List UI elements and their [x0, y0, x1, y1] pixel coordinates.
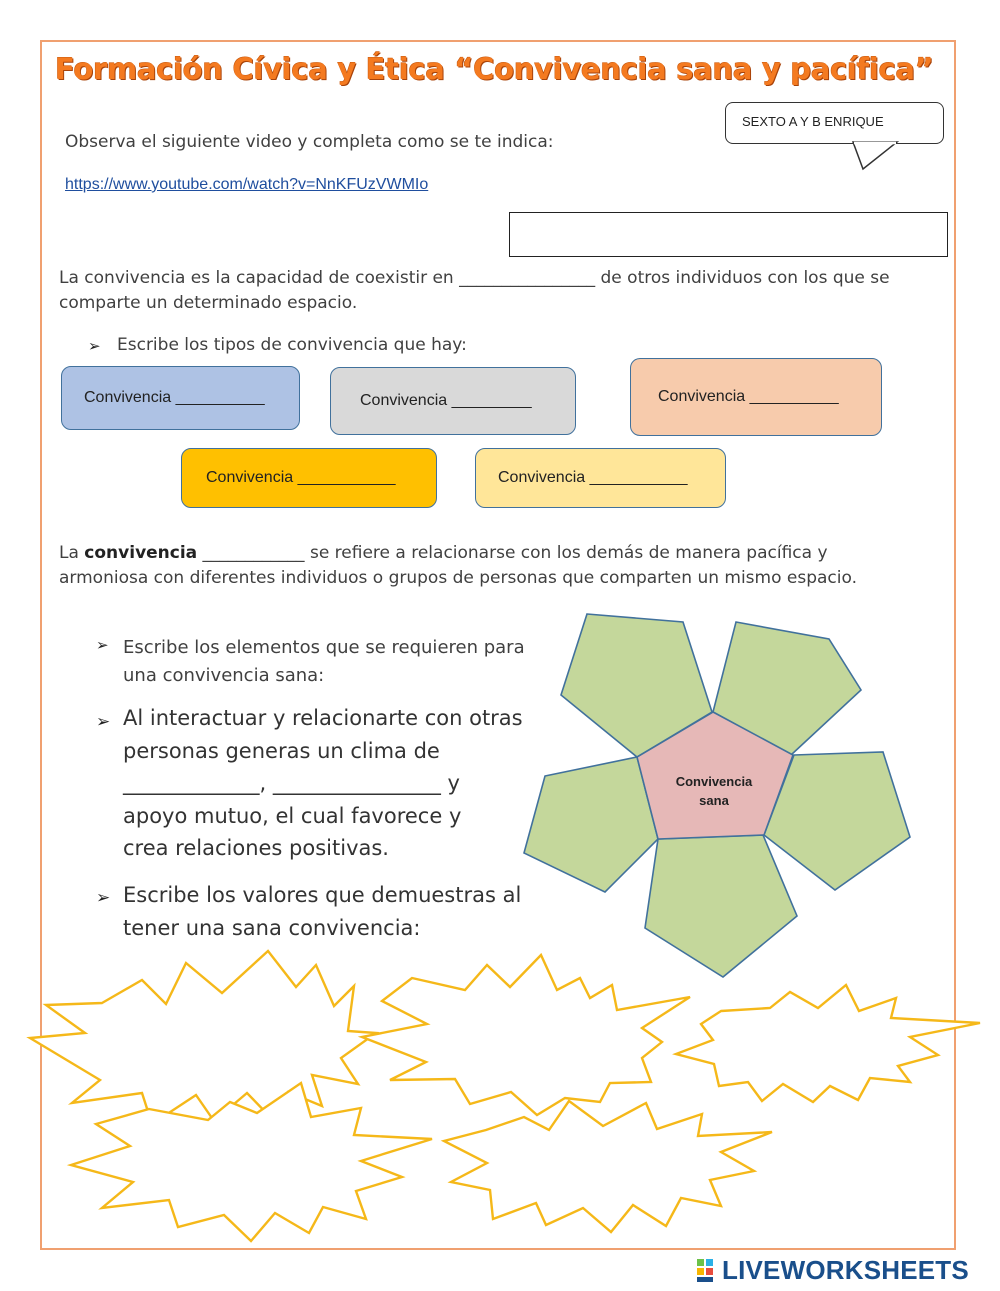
liveworksheets-logo: [696, 1255, 969, 1285]
burst-2[interactable]: [362, 955, 690, 1115]
burst-5[interactable]: [444, 1101, 772, 1232]
video-link[interactable]: https://www.youtube.com/watch?v=NnKFUzVWMIo: [65, 176, 429, 193]
bullet-arrow-icon: ➢: [96, 888, 111, 908]
burst-1[interactable]: [30, 951, 376, 1124]
type-box-4-label: Convivencia ___________: [206, 469, 396, 486]
sana-def-prefix: La: [59, 543, 85, 563]
flower-center-line-2: sana: [699, 793, 729, 808]
type-box-1-label: Convivencia __________: [84, 389, 265, 406]
bullet-arrow-icon: ➢: [96, 636, 109, 654]
bullet-arrow-icon: ➢: [96, 712, 111, 732]
callout-text: SEXTO A Y B ENRIQUE: [742, 114, 884, 129]
sana-def-rest: ____________ se refiere a relacionarse con los demás de manera pacífica y: [197, 543, 828, 563]
burst-4[interactable]: [71, 1083, 432, 1241]
type-box-5-label: Convivencia ___________: [498, 469, 688, 486]
burst-3[interactable]: [676, 985, 980, 1102]
sana-def-bold: convivencia: [84, 543, 198, 563]
elements-prompt-line-1: Escribe los elementos que se requieren para: [123, 637, 525, 658]
values-prompt-line-2: tener una sana convivencia:: [123, 915, 421, 940]
elements-prompt-line-2: una convivencia sana:: [123, 665, 325, 686]
definition-line-1: La convivencia es la capacidad de coexistir en ________________ de otros individuos con los que se: [59, 268, 890, 288]
interact-line-1: Al interactuar y relacionarte con otras: [123, 706, 523, 730]
values-prompt-line-1: Escribe los valores que demuestras al: [123, 883, 522, 907]
type-box-3-label: Convivencia __________: [658, 388, 839, 405]
interact-line-3: _____________, ________________ y: [123, 771, 460, 795]
type-box-2-label: Convivencia _________: [360, 392, 532, 409]
intro-text: Observa el siguiente video y completa como se te indica:: [65, 132, 554, 152]
page-title: Formación Cívica y Ética “Convivencia sana y pacífica”: [55, 52, 934, 86]
interact-line-2: personas generas un clima de: [123, 738, 440, 763]
definition-line-2: comparte un determinado espacio.: [59, 293, 358, 313]
sana-definition-line-2: armoniosa con diferentes individuos o grupos de personas que comparten un mismo espacio.: [59, 568, 857, 588]
types-prompt: Escribe los tipos de convivencia que hay:: [117, 335, 467, 355]
petal-bottom[interactable]: [645, 835, 797, 977]
interact-line-4: apoyo mutuo, el cual favorece y: [123, 803, 462, 828]
interact-line-5: crea relaciones positivas.: [123, 836, 389, 860]
petal-left[interactable]: [524, 757, 658, 892]
bullet-arrow-icon: ➢: [88, 337, 101, 355]
logo-text: LIVEWORKSHEETS: [722, 1254, 969, 1285]
logo-mark-icon: [696, 1257, 722, 1283]
flower-center-line-1: Convivencia: [675, 774, 753, 789]
